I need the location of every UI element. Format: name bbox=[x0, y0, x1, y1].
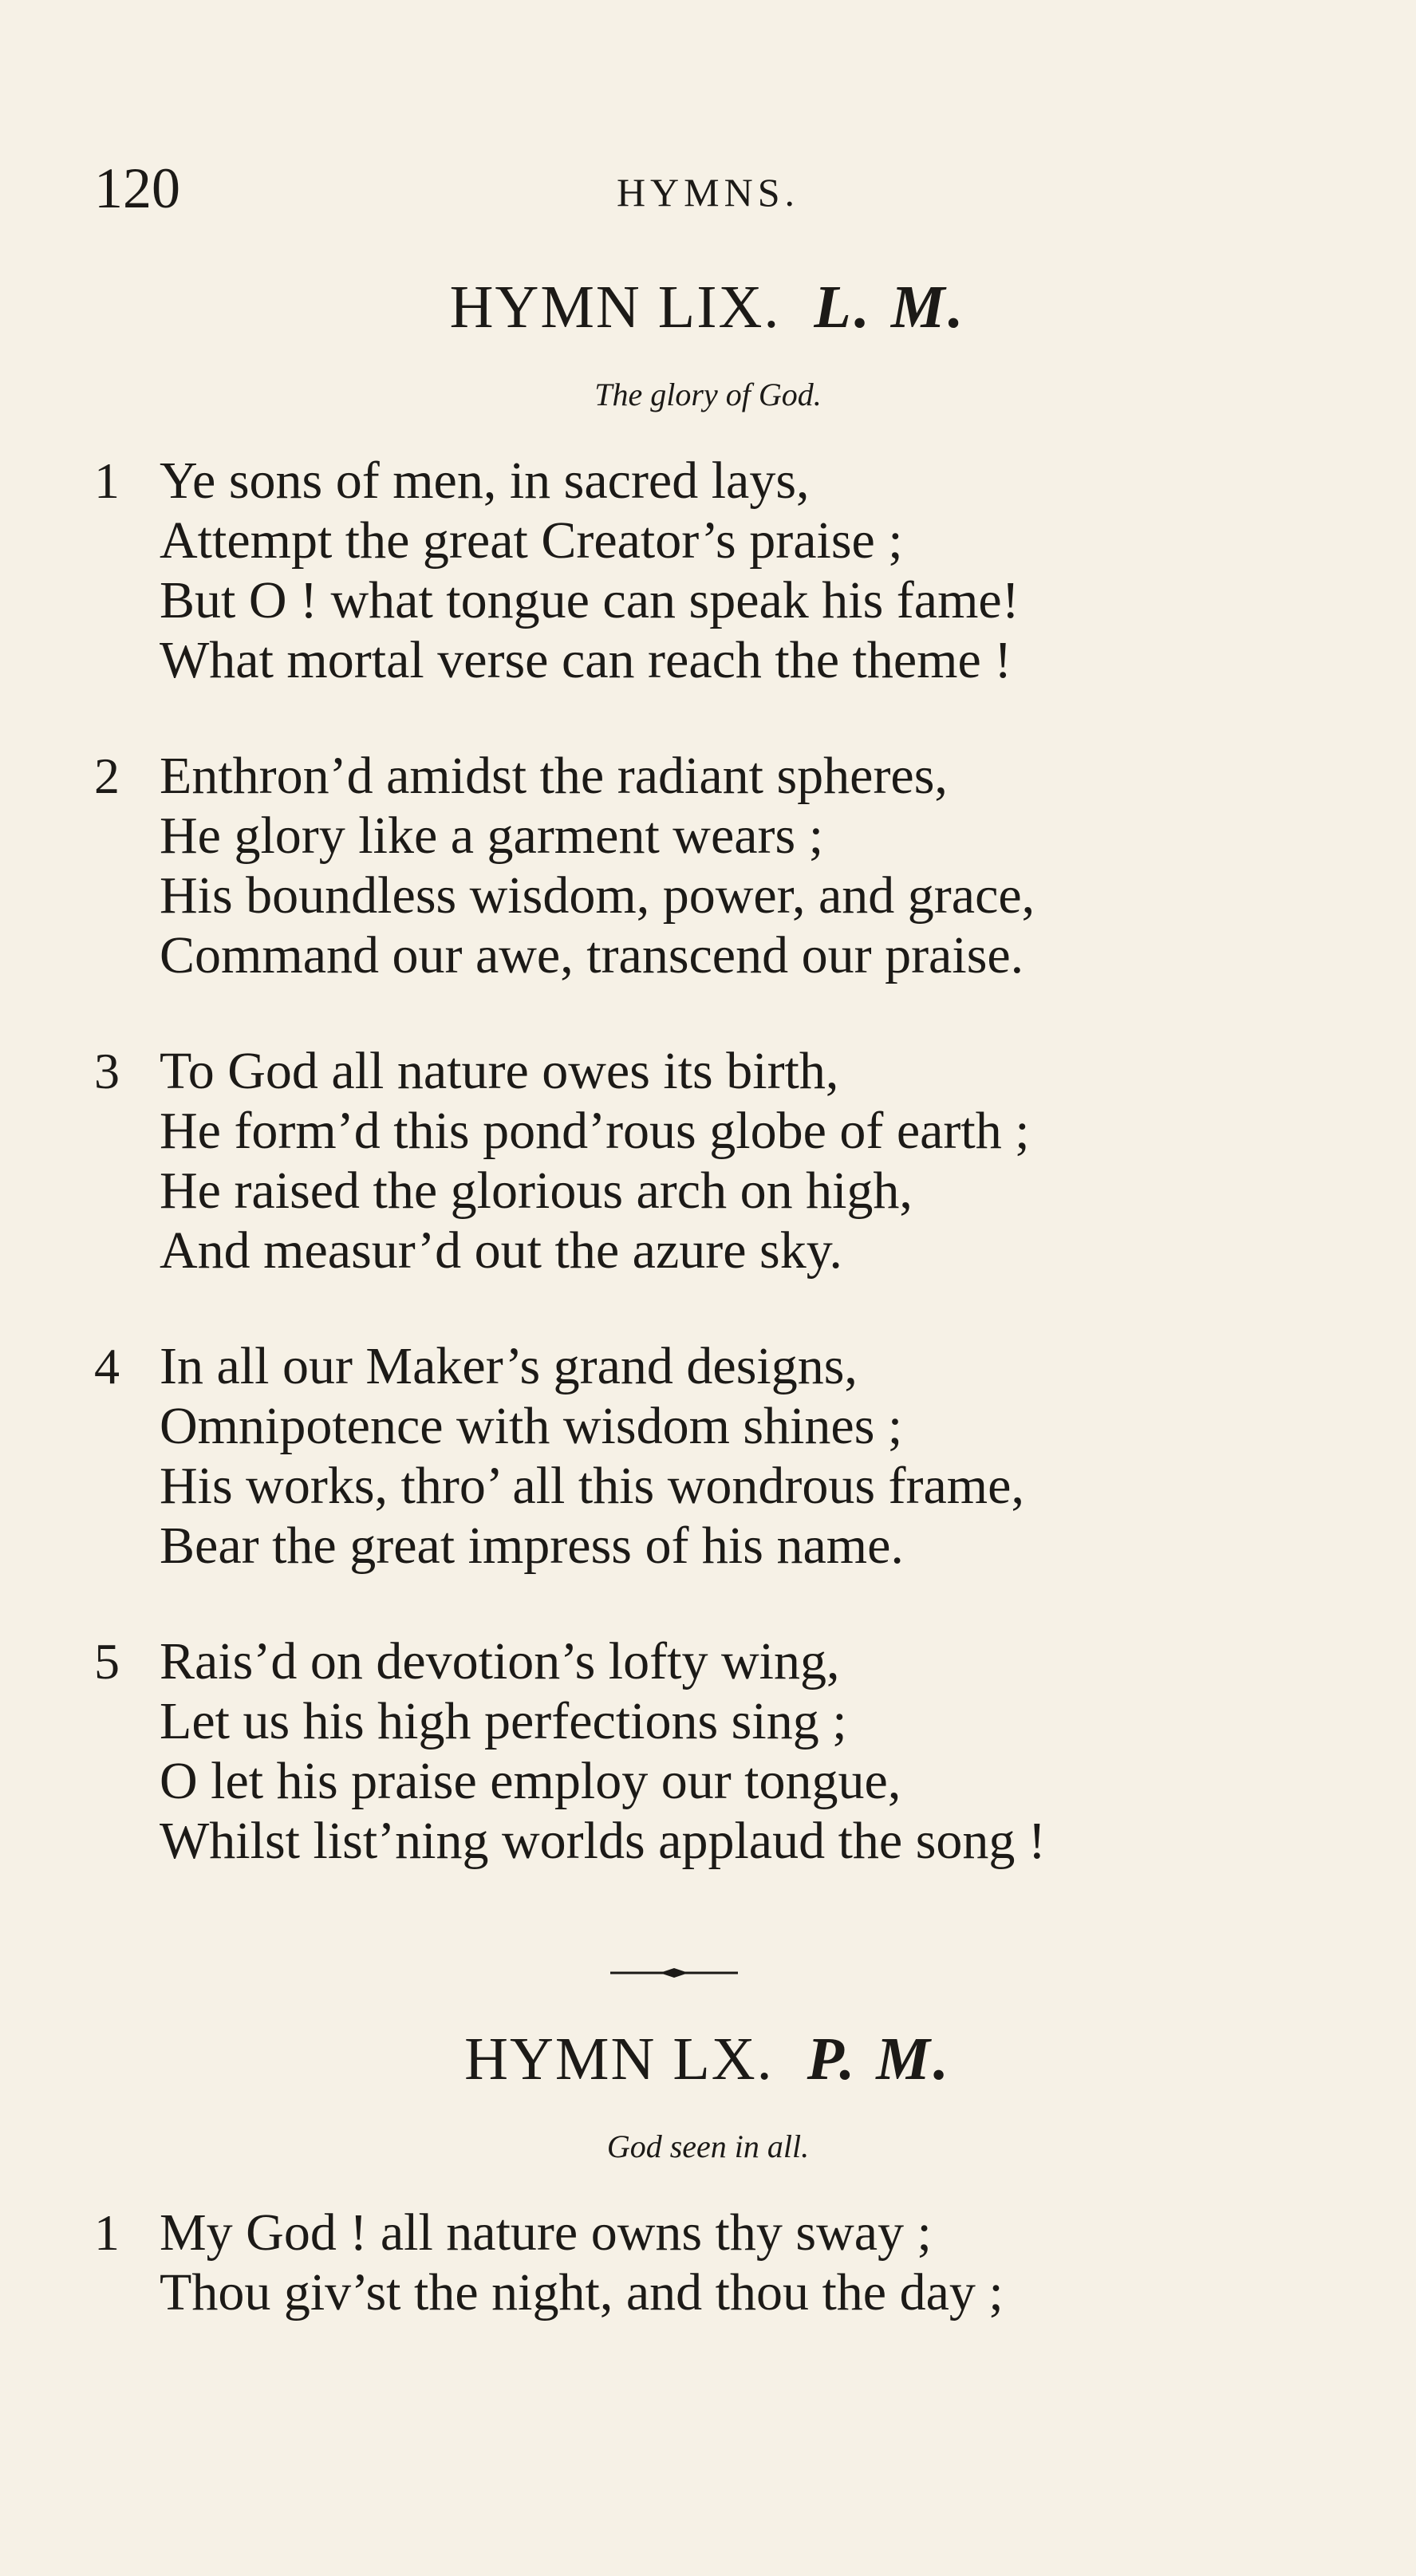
verse-line: Command our awe, transcend our praise. bbox=[160, 926, 1024, 984]
verse-line: He form’d this pond’rous globe of earth ; bbox=[160, 1102, 1030, 1160]
verse-line: Whilst list’ning worlds applaud the song ! bbox=[160, 1812, 1046, 1870]
verse-line: But O ! what tongue can speak his fame! bbox=[160, 571, 1020, 629]
verse-line: And measur’d out the azure sky. bbox=[160, 1221, 842, 1280]
hymn-meter: P. M. bbox=[807, 2026, 952, 2093]
verse-line: Thou giv’st the night, and thou the day ; bbox=[160, 2263, 1004, 2322]
stanza-number: 1 bbox=[94, 2204, 120, 2261]
verse-line: Let us his high perfections sing ; bbox=[160, 1692, 847, 1750]
verse-line: He raised the glorious arch on high, bbox=[160, 1162, 913, 1220]
stanza-number: 4 bbox=[94, 1338, 120, 1395]
verse-line: Enthron’d amidst the radiant spheres, bbox=[160, 747, 948, 805]
verse-line: O let his praise employ our tongue, bbox=[160, 1752, 901, 1810]
hymn-meter: L. M. bbox=[814, 274, 967, 341]
verse-line: His boundless wisdom, power, and grace, bbox=[160, 866, 1035, 925]
verse-line: His works, thro’ all this wondrous frame, bbox=[160, 1457, 1024, 1515]
verse-line: Ye sons of men, in sacred lays, bbox=[160, 452, 810, 510]
verse-line: What mortal verse can reach the theme ! bbox=[160, 631, 1012, 689]
stanza-number: 3 bbox=[94, 1043, 120, 1099]
verse-line: To God all nature owes its birth, bbox=[160, 1042, 839, 1100]
verse-line: In all our Maker’s grand designs, bbox=[160, 1337, 858, 1395]
hymn-title bbox=[0, 271, 1416, 343]
verse-line: Omnipotence with wisdom shines ; bbox=[160, 1397, 903, 1455]
hymn-subtitle: The glory of God. bbox=[594, 377, 822, 412]
ornament-divider-icon bbox=[610, 1967, 738, 1979]
page-header bbox=[0, 156, 1416, 220]
verse-line: Rais’d on devotion’s lofty wing, bbox=[160, 1632, 840, 1690]
hymn-subtitle: God seen in all. bbox=[606, 2128, 810, 2164]
verse-line: Bear the great impress of his name. bbox=[160, 1517, 904, 1575]
stanza-number: 2 bbox=[94, 748, 120, 804]
stanza-number: 5 bbox=[94, 1633, 120, 1690]
hymn-number: HYMN LX. bbox=[464, 2026, 774, 2093]
verse-line: He glory like a garment wears ; bbox=[160, 807, 824, 865]
running-head: HYMNS. bbox=[616, 170, 800, 215]
verse-line: My God ! all nature owns thy sway ; bbox=[160, 2203, 932, 2262]
page-number: 120 bbox=[94, 156, 180, 220]
verse-line: Attempt the great Creator’s praise ; bbox=[160, 511, 903, 570]
hymn-title bbox=[0, 2023, 1416, 2095]
hymn-number: HYMN LIX. bbox=[449, 274, 781, 341]
stanza-number: 1 bbox=[94, 452, 120, 509]
